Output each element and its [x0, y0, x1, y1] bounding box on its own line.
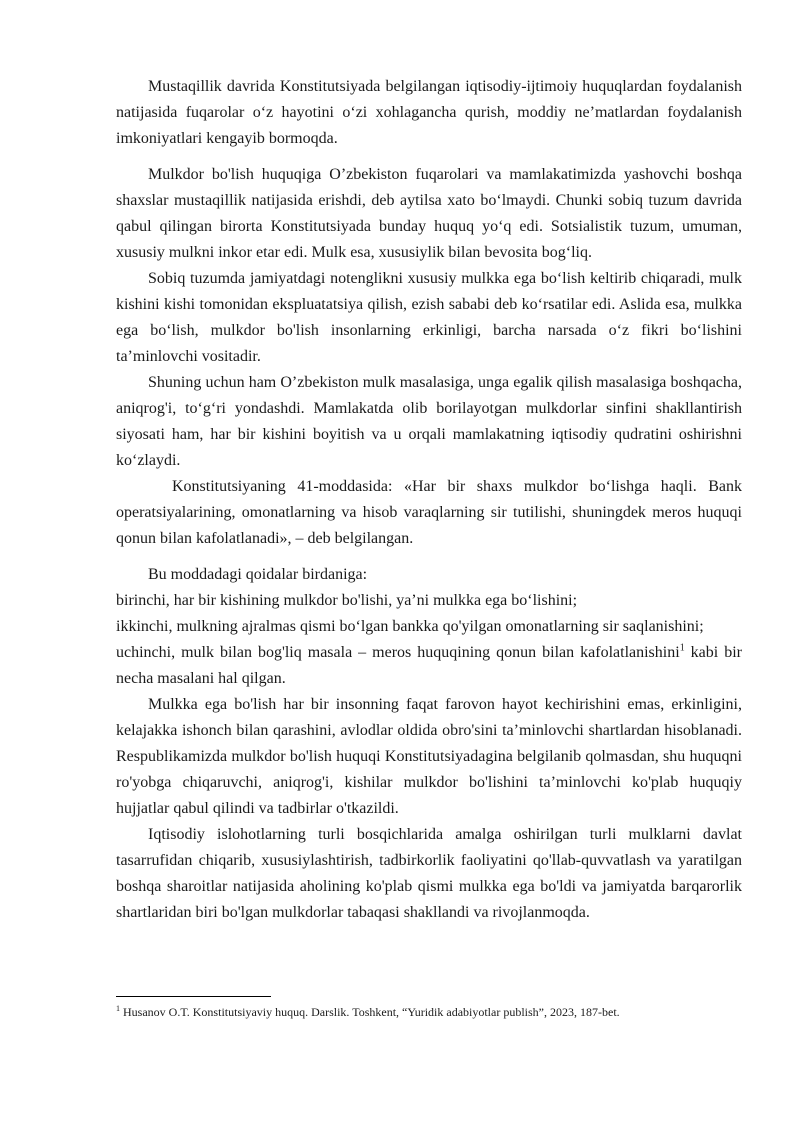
list-item-third-text: uchinchi, mulk bilan bog'liq masala – meros huquqining qonun bilan kafolatlanishini [116, 644, 680, 661]
paragraph-6: Bu moddadagi qoidalar birdaniga: [148, 566, 368, 583]
footnote-reference[interactable]: 1 [679, 642, 685, 654]
footnote-marker: 1 [116, 1004, 120, 1013]
list-item-third-tail: kabi bir necha masalani hal qilgan. [116, 644, 743, 687]
paragraph-11: Iqtisodiy islohotlarning turli bosqichlarida amalga oshirilgan turli mulklarni davlat tasarrufidan chiqarib, xususiylashtirish, tadbirkorlik faoliyatini qo'llab-quvvatlash va yaratilgan boshqa sharoitlar natijasida aholining ko'plab qismi mulkka ega bo'ldi va jamiyatda barqarorlik shartlaridan biri bo'lgan mulkdorlar tabaqasi shakllandi va rivojlanmoqda. [116, 826, 742, 921]
list-item-second: ikkinchi, mulkning ajralmas qismi bo‘lgan bankka qo'yilgan omonatlarning sir saqlanishini; [116, 618, 704, 635]
paragraph-3: Sobiq tuzumda jamiyatdagi notenglikni xususiy mulkka ega bo‘lish keltirib chiqaradi, mulk kishini kishi tomonidan ekspluatatsiya qilish, ezish sababi deb ko‘rsatilar edi. Aslida esa, mulkka ega bo‘lish, mulkdor bo'lish insonlarning erkinligi, barcha narsada o‘z fikri bo‘lishini ta’minlovchi vositadir. [116, 270, 742, 365]
paragraph-1: Mustaqillik davrida Konstitutsiyada belgilangan iqtisodiy-ijtimoiy huquqlardan foydalanish natijasida fuqarolar o‘z hayotini o‘zi xohlagancha qurish, moddiy ne’matlardan foydalanish imkoniyatlari kengayib bormoqda. [116, 78, 742, 147]
list-item-first: birinchi, har bir kishining mulkdor bo'lishi, ya’ni mulkka ega bo‘lishini; [116, 592, 578, 609]
document-body [116, 74, 742, 926]
paragraph-5-article-41: Konstitutsiyaning 41-moddasida: «Har bir shaxs mulkdor bo‘lishga haqli. Bank operatsiyalarining, omonatlarning va hisob varaqlarning sir tutilishi, shuningdek meros huquqi qonun bilan kafolatlanadi», – deb belgilangan. [116, 478, 742, 547]
footnote-text: Husanov O.T. Konstitutsiyaviy huquq. Darslik. Toshkent, “Yuridik adabiyotlar publish”, 2023, 187-bet. [120, 1005, 620, 1019]
paragraph-4: Shuning uchun ham O’zbekiston mulk masalasiga, unga egalik qilish masalasiga boshqacha, aniqrog'i, to‘g‘ri yondashdi. Mamlakatda olib borilayotgan mulkdorlar sinfini shakllantirish siyosati ham, har bir kishini boyitish va u orqali mamlakatning iqtisodiy qudratini oshirishni ko‘zlaydi. [116, 374, 742, 469]
footnote [116, 1004, 742, 1020]
paragraph-10: Mulkka ega bo'lish har bir insonning faqat farovon hayot kechirishini emas, erkinligini, kelajakka ishonch bilan qarashini, avlodlar oldida obro'sini ta’minlovchi shartlardan hisoblanadi. Respublikamizda mulkdor bo'lish huquqi Konstitutsiyadagina belgilanib qolmasdan, shu huquqni ro'yobga chiqaruvchi, aniqrog'i, kishilar mulkdor bo'lishini ta’minlovchi ko'plab huquqiy hujjatlar qabul qilindi va tadbirlar o'tkazildi. [116, 696, 742, 817]
paragraph-2: Mulkdor bo'lish huquqiga O’zbekiston fuqarolari va mamlakatimizda yashovchi boshqa shaxslar mustaqillik natijasida erishdi, deb aytilsa xato bo‘lmaydi. Chunki sobiq tuzum davrida qabul qilingan birorta Konstitutsiyada bunday huquq yo‘q edi. Sotsialistik tuzum, umuman, xususiy mulkni inkor etar edi. Mulk esa, xususiylik bilan bevosita bog‘liq. [116, 166, 742, 261]
list-item-third [116, 640, 742, 692]
footnote-divider [116, 996, 271, 997]
